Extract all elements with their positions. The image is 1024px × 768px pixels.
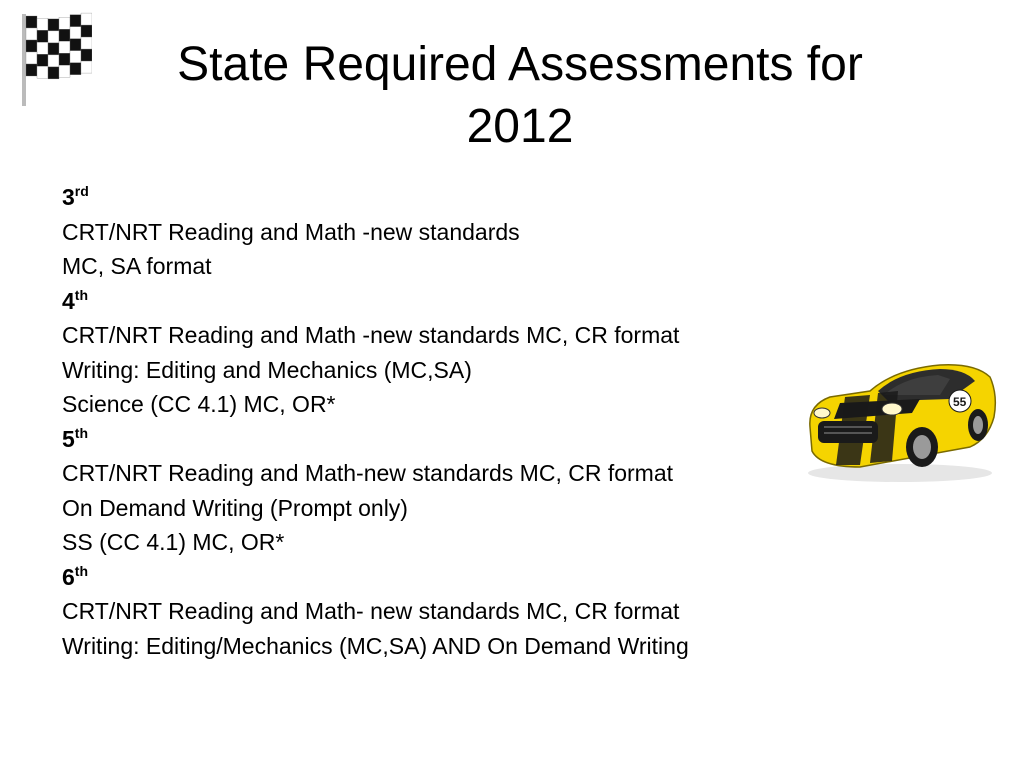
grade-heading-4: 4th <box>62 286 89 314</box>
list-item: CRT/NRT Reading and Math-new standards MC, CR format <box>62 460 674 486</box>
list-item: Writing: Editing/Mechanics (MC,SA) AND On Demand Writing <box>62 632 689 659</box>
list-item: Science (CC 4.1) MC, OR* <box>62 391 336 417</box>
list-item: CRT/NRT Reading and Math- new standards MC, CR format <box>62 598 680 624</box>
grade-heading-5: 5th <box>62 424 89 452</box>
grade-heading-3: 3rd <box>62 183 89 210</box>
list-item: CRT/NRT Reading and Math -new standards <box>62 218 520 245</box>
svg-text:55: 55 <box>953 395 967 409</box>
page-title <box>90 34 950 158</box>
checkered-flag-icon <box>20 12 92 107</box>
list-item: CRT/NRT Reading and Math -new standards MC, CR format <box>62 322 680 348</box>
title-line-1: State Required Assessments for <box>177 38 863 91</box>
assessment-list <box>62 180 862 663</box>
list-item: On Demand Writing (Prompt only) <box>62 494 408 521</box>
list-item: SS (CC 4.1) MC, OR* <box>62 529 285 555</box>
grade-heading-6: 6th <box>62 562 89 590</box>
title-line-2: 2012 <box>466 100 574 153</box>
list-item: MC, SA format <box>62 253 212 279</box>
list-item: Writing: Editing and Mechanics (MC,SA) <box>62 356 472 383</box>
race-car-icon <box>800 355 1000 485</box>
